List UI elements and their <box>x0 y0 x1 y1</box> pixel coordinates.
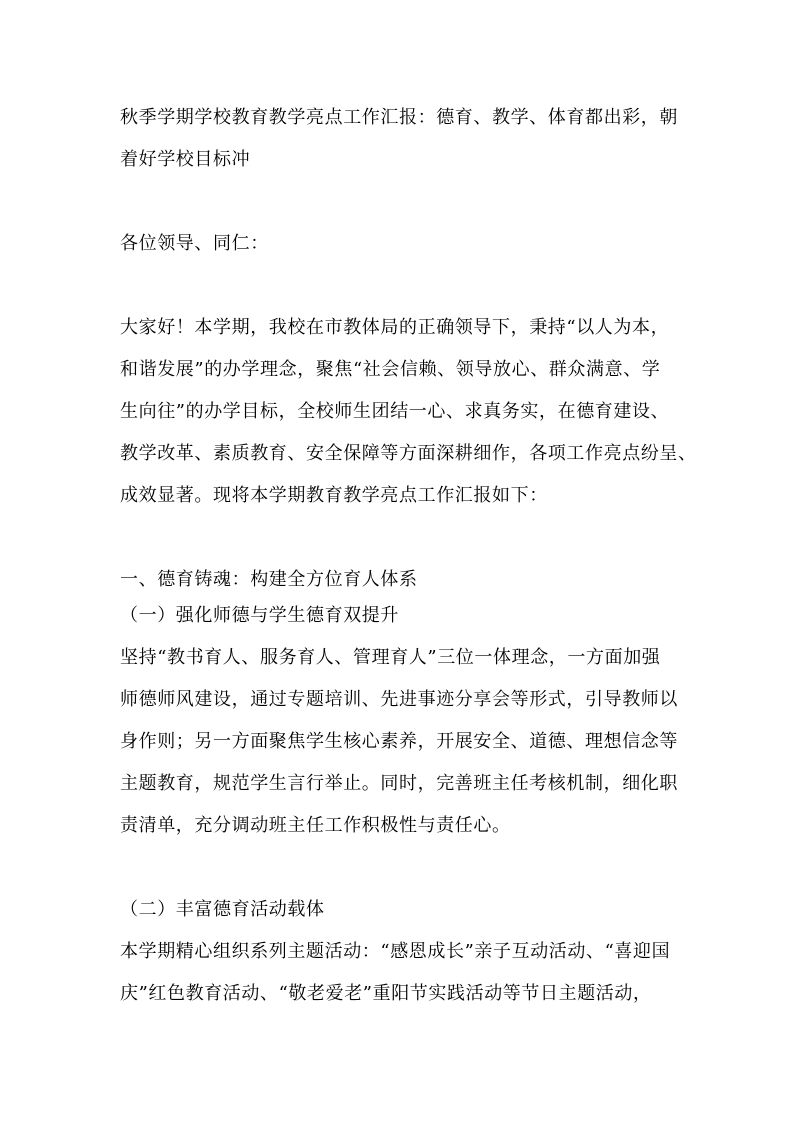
intro-paragraph-line-1: 大家好！本学期，我校在市教体局的正确领导下，秉持“以人为本， <box>120 317 670 338</box>
subsection-1-line-2: 师德师风建设，通过专题培训、先进事迹分享会等形式，引导教师以 <box>120 689 678 710</box>
intro-paragraph-line-3: 生向往”的办学目标，全校师生团结一心、求真务实，在德育建设、 <box>120 401 670 422</box>
subsection-1-line-5: 责清单，充分调动班主任工作积极性与责任心。 <box>120 815 511 836</box>
salutation: 各位领导、同仁： <box>120 233 269 254</box>
document-title-line-1: 秋季学期学校教育教学亮点工作汇报：德育、教学、体育都出彩，朝 <box>120 107 678 128</box>
section-heading: 一、德育铸魂：构建全方位育人体系 <box>120 569 418 590</box>
intro-paragraph-line-2: 和谐发展”的办学理念，聚焦“社会信赖、领导放心、群众满意、学 <box>120 359 661 380</box>
subsection-1-line-1: 坚持“教书育人、服务育人、管理育人”三位一体理念，一方面加强 <box>120 647 661 668</box>
subsection-heading-2: （二）丰富德育活动载体 <box>120 899 325 920</box>
subsection-2-line-2: 庆”红色教育活动、“敬老爱老”重阳节实践活动等节日主题活动， <box>120 983 652 1004</box>
intro-paragraph-line-5: 成效显著。现将本学期教育教学亮点工作汇报如下： <box>120 485 548 506</box>
intro-paragraph-line-4: 教学改革、素质教育、安全保障等方面深耕细作，各项工作亮点纷呈、 <box>120 443 697 464</box>
subsection-1-line-3: 身作则；另一方面聚焦学生核心素养，开展安全、道德、理想信念等 <box>120 731 678 752</box>
subsection-1-line-4: 主题教育，规范学生言行举止。同时，完善班主任考核机制，细化职 <box>120 773 678 794</box>
subsection-2-line-1: 本学期精心组织系列主题活动：“感恩成长”亲子互动活动、“喜迎国 <box>120 941 671 962</box>
subsection-heading-1: （一）强化师德与学生德育双提升 <box>120 605 399 626</box>
document-title-line-2: 着好学校目标冲 <box>120 149 251 170</box>
